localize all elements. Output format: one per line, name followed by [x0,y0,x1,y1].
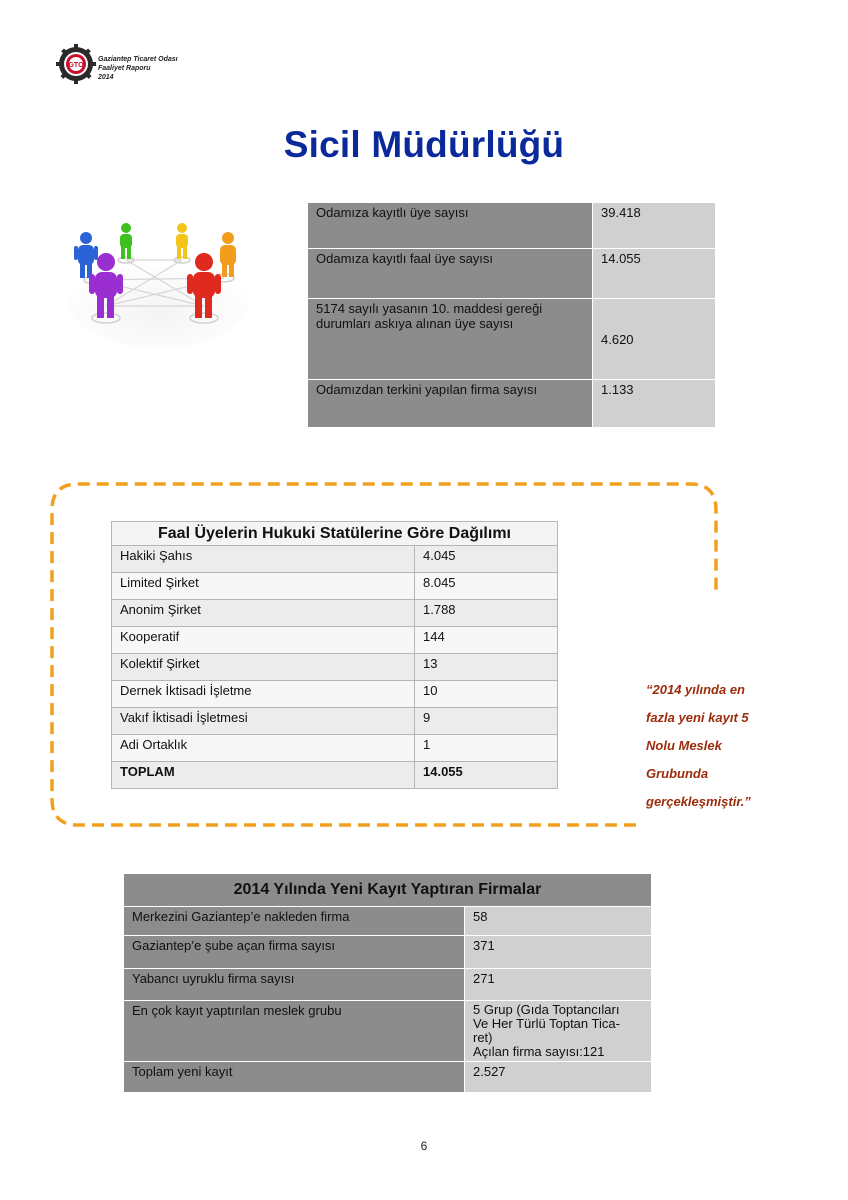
highlight-quote [646,676,786,816]
total-value: 14.055 [415,762,558,789]
row-value-line: ret) [473,1030,493,1045]
row-label: Adi Ortaklık [112,735,415,762]
row-value: 2.527 [465,1062,652,1093]
total-label: TOPLAM [112,762,415,789]
table-header-row [124,874,652,907]
organization-name: Gaziantep Ticaret Odası [98,56,178,63]
row-label: Odamıza kayıtlı faal üye sayısı [308,249,593,299]
quote-line: “2014 yılında en [646,682,745,697]
table-title: Faal Üyelerin Hukuki Statülerine Göre Dağılımı [112,522,558,546]
table-row [124,969,652,1001]
report-year: 2014 [98,74,114,81]
table-row [112,573,558,600]
table-row [112,654,558,681]
row-label: Odamıza kayıtlı üye sayısı [308,203,593,249]
row-label: Kooperatif [112,627,415,654]
row-value-line: 5 Grup (Gıda Toptancıları [473,1002,620,1017]
row-label: Merkezini Gaziantep’e nakleden firma [124,907,465,936]
row-label: Yabancı uyruklu firma sayısı [124,969,465,1001]
table-row [112,627,558,654]
quote-line: Grubunda [646,766,709,781]
row-label: Kolektif Şirket [112,654,415,681]
row-label: Gaziantep’e şube açan firma sayısı [124,936,465,969]
table-row [124,936,652,969]
row-value: 4.045 [415,546,558,573]
row-label: Limited Şirket [112,573,415,600]
row-value: 1.788 [415,600,558,627]
row-value: 10 [415,681,558,708]
row-value: 144 [415,627,558,654]
table-row [124,1062,652,1093]
table-row [112,735,558,762]
row-label: En çok kayıt yaptırılan meslek grubu [124,1001,465,1062]
row-value: 1.133 [593,380,716,428]
row-label: Anonim Şirket [112,600,415,627]
row-value: 8.045 [415,573,558,600]
row-value: 371 [465,936,652,969]
logo-lettering: GTO [68,62,84,69]
row-label-line: 5174 sayılı yasanın 10. maddesi gereği [316,301,543,316]
row-value: 9 [415,708,558,735]
table-title: 2014 Yılında Yeni Kayıt Yaptıran Firmalar [124,874,652,907]
row-value: 58 [465,907,652,936]
table-row [112,600,558,627]
table-total-row [112,762,558,789]
row-label: Vakıf İktisadi İşletmesi [112,708,415,735]
row-label-line: durumları askıya alınan üye sayısı [316,316,514,331]
report-name: Faaliyet Raporu [98,65,151,72]
row-value: 271 [465,969,652,1001]
page-number: 6 [420,1139,428,1153]
row-label: Dernek İktisadi İşletme [112,681,415,708]
row-value-line: Ve Her Türlü Toptan Tica- [473,1016,620,1031]
page-title: Sicil Müdürlüğü [283,124,565,165]
row-value-line: Açılan firma sayısı:121 [473,1044,605,1059]
new-registrations-table [123,873,652,1093]
quote-line: Nolu Meslek [646,738,722,753]
quote-line: gerçekleşmiştir.” [646,794,751,809]
row-value: 14.055 [593,249,716,299]
table-row [112,708,558,735]
legal-status-table [111,521,558,789]
row-value: 4.620 [593,299,716,380]
table-row [124,1001,652,1062]
table-row [112,546,558,573]
row-value: 13 [415,654,558,681]
row-label: Toplam yeni kayıt [124,1062,465,1093]
quote-line: fazla yeni kayıt 5 [646,710,749,725]
table-row [124,907,652,936]
table-row [112,681,558,708]
table-header-row [112,522,558,546]
row-label: Hakiki Şahıs [112,546,415,573]
row-value [465,1001,652,1062]
row-value: 1 [415,735,558,762]
row-label: Odamızdan terkini yapılan firma sayısı [308,380,593,428]
row-value: 39.418 [593,203,716,249]
